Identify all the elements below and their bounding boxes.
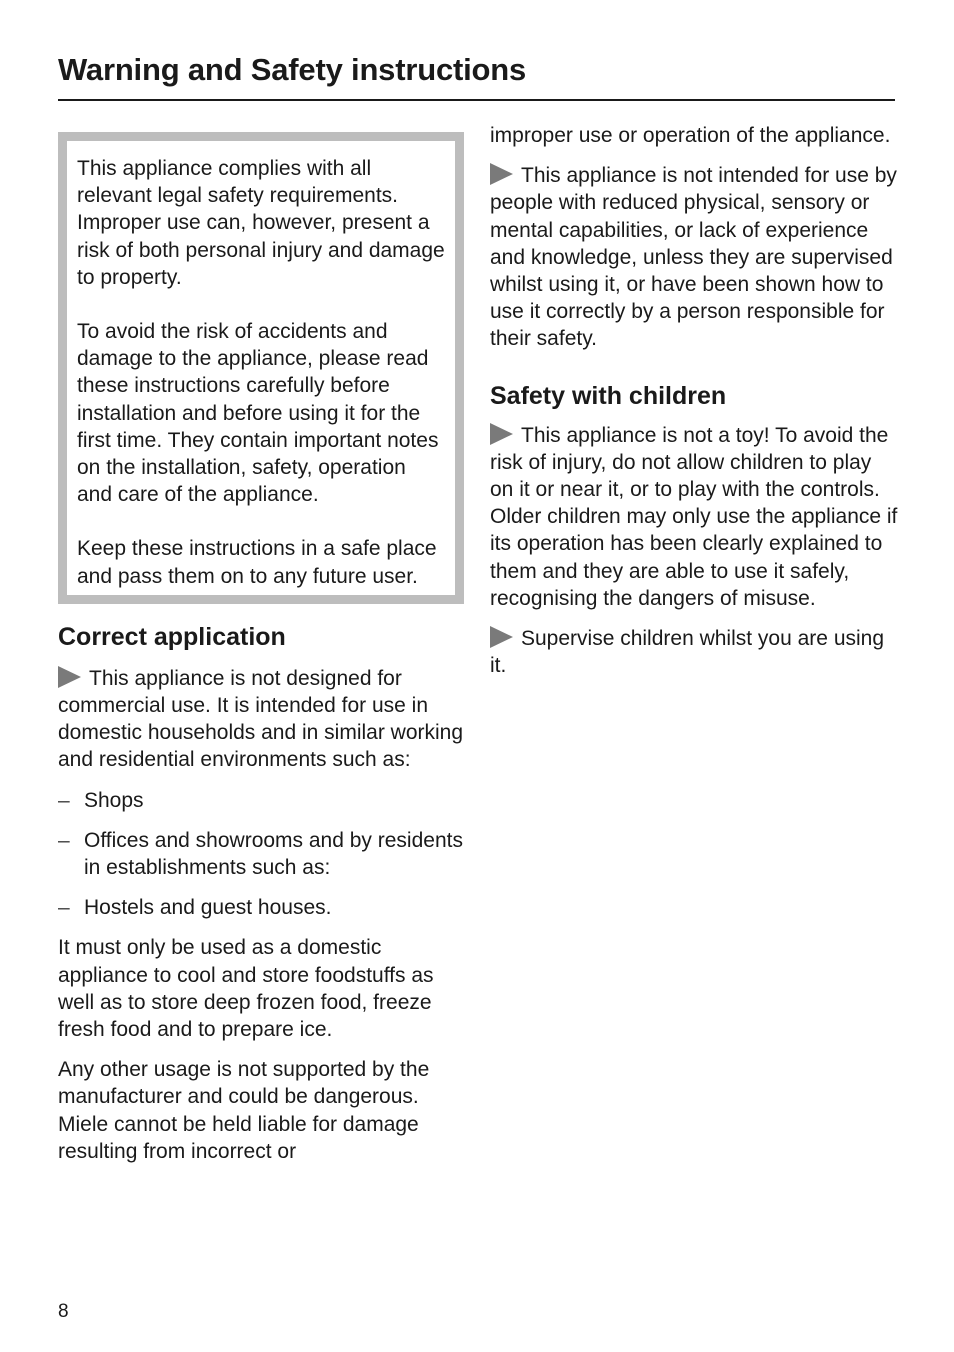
page-title: Warning and Safety instructions (58, 52, 527, 87)
list-item (58, 787, 466, 814)
body-paragraph-continued: improper use or operation of the appliance. (490, 124, 891, 147)
bullet-paragraph (490, 625, 898, 679)
triangle-arrow-icon (490, 626, 513, 648)
left-column (58, 122, 466, 1178)
right-column (490, 122, 898, 692)
bullet-text: Supervise children whilst you are using it. (490, 627, 885, 678)
list-item-text: Shops (84, 788, 144, 812)
triangle-arrow-icon (490, 423, 513, 445)
title-divider (58, 99, 895, 101)
bullet-text: This appliance is not a toy! To avoid the risk of injury, do not allow children to play on it or near it, or to play with the controls. Older children may only use the appliance if its operation has been clearly explained to them and they are able to use it safely, recognising the dangers of misuse. (490, 423, 898, 610)
list-item (58, 894, 466, 921)
body-paragraph: Any other usage is not supported by the manufacturer and could be dangerous. Miele cannot be held liable for damage resulting from incorrect or (58, 1058, 430, 1163)
list-item (58, 827, 466, 881)
bullet-paragraph (58, 665, 466, 774)
notice-paragraph: This appliance complies with all relevant legal safety requirements. Improper use can, however, present a risk of both personal injury and damage to property. (77, 157, 445, 289)
body-paragraph: It must only be used as a domestic appliance to cool and store foodstuffs as well as to store deep frozen food, freeze fresh food and to prepare ice. (58, 936, 434, 1042)
bullet-text: This appliance is not designed for commercial use. It is intended for use in domestic households and in similar working and residential environments such as: (58, 666, 464, 772)
bullet-paragraph (490, 422, 898, 612)
page-number: 8 (58, 1301, 69, 1322)
bullet-text: This appliance is not intended for use by people with reduced physical, sensory or mental capabilities, or lack of experience and knowledge, unless they are supervised whilst using it, or have been shown how to use it correctly by a person responsible for their safety. (490, 164, 897, 351)
list-item-text: Offices and showrooms and by residents in establishments such as: (84, 828, 463, 880)
bullet-paragraph (490, 162, 898, 352)
triangle-arrow-icon (490, 163, 513, 185)
dash-marker: – (58, 896, 70, 920)
dash-marker: – (58, 788, 70, 812)
list-item-text: Hostels and guest houses. (84, 896, 332, 920)
notice-paragraph: To avoid the risk of accidents and damage to the appliance, please read these instructions carefully before installation and before using it for the first time. They contain important notes on the installation, safety, operation and care of the appliance. (77, 320, 439, 507)
section-heading-correct-application: Correct application (58, 622, 286, 651)
section-heading-safety-children: Safety with children (490, 381, 727, 410)
safety-notice-box (58, 132, 464, 604)
triangle-arrow-icon (58, 666, 81, 688)
dash-marker: – (58, 828, 70, 852)
notice-paragraph: Keep these instructions in a safe place and pass them on to any future user. (77, 537, 437, 588)
